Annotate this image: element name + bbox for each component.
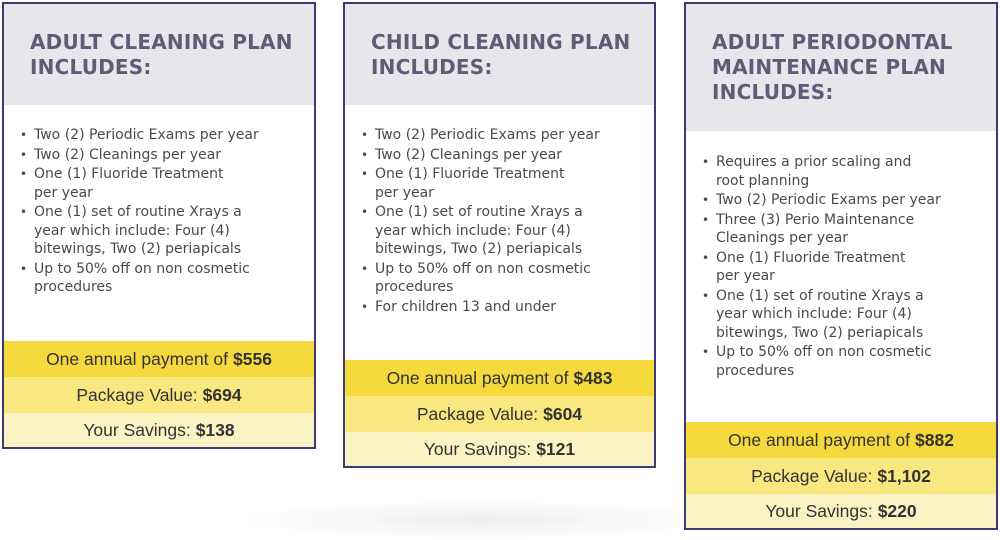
- package-value-label: Package Value:: [76, 384, 198, 405]
- plan-card-header: [686, 4, 996, 131]
- feature-item: • One (1) Fluoride Treatment per year: [702, 249, 932, 286]
- annual-payment-row: [345, 360, 654, 396]
- annual-payment-amount: $556: [233, 348, 272, 369]
- feature-item: • Up to 50% off on non cosmetic procedures: [361, 260, 605, 297]
- annual-payment-label: One annual payment of: [46, 348, 228, 369]
- savings-row: [686, 494, 996, 528]
- annual-payment-amount: $483: [573, 367, 613, 388]
- feature-item: • One (1) set of routine Xrays a year which include: Four (4) bitewings, Two (2) periapicals: [20, 203, 250, 259]
- savings-amount: $121: [536, 438, 576, 459]
- feature-list: [361, 126, 646, 317]
- savings-row: [345, 432, 654, 466]
- annual-payment-row: [686, 422, 996, 458]
- feature-item: • One (1) Fluoride Treatment per year: [361, 165, 591, 202]
- package-value-amount: $604: [543, 403, 583, 424]
- plan-card-header: [4, 4, 314, 105]
- plan-title: CHILD CLEANING PLAN INCLUDES:: [371, 30, 631, 79]
- plan-card-header: [345, 4, 654, 105]
- package-value-row: [345, 396, 654, 432]
- savings-row: [4, 413, 314, 447]
- feature-item: • Three (3) Perio Maintenance Cleanings per year: [702, 211, 932, 248]
- plan-card-periodontal-maintenance: [684, 2, 998, 530]
- savings-label: Your Savings:: [83, 419, 191, 440]
- package-value-amount: $694: [202, 384, 242, 405]
- feature-item: • Requires a prior scaling and root planning: [702, 153, 932, 190]
- savings-amount: $138: [195, 419, 235, 440]
- annual-payment-label: One annual payment of: [728, 429, 910, 450]
- annual-payment-amount: $882: [915, 429, 954, 450]
- feature-item: • Two (2) Cleanings per year: [361, 146, 591, 165]
- savings-label: Your Savings:: [765, 500, 873, 521]
- feature-item: • Two (2) Cleanings per year: [20, 146, 250, 165]
- package-value-row: [4, 377, 314, 413]
- package-value-label: Package Value:: [416, 403, 539, 424]
- plan-title: ADULT PERIODONTAL MAINTENANCE PLAN INCLUDES:: [712, 30, 953, 104]
- plan-card-adult-cleaning: [2, 2, 316, 449]
- background-shadow: [230, 500, 730, 540]
- savings-amount: $220: [877, 500, 917, 521]
- feature-item: • Up to 50% off on non cosmetic procedures: [20, 260, 264, 297]
- plan-card-child-cleaning: [343, 2, 656, 468]
- feature-item: • Two (2) Periodic Exams per year: [20, 126, 306, 145]
- feature-item: • One (1) Fluoride Treatment per year: [20, 165, 250, 202]
- annual-payment-row: [4, 341, 314, 377]
- savings-label: Your Savings:: [423, 438, 532, 459]
- feature-list: [702, 153, 988, 381]
- feature-item: • For children 13 and under: [361, 298, 605, 317]
- plan-title: ADULT CLEANING PLAN INCLUDES:: [30, 30, 293, 79]
- feature-item: • One (1) set of routine Xrays a year which include: Four (4) bitewings, Two (2) periapicals: [361, 203, 591, 259]
- annual-payment-label: One annual payment of: [386, 367, 569, 388]
- feature-list: [20, 126, 306, 298]
- feature-item: • Two (2) Periodic Exams per year: [702, 191, 988, 210]
- package-value-amount: $1,102: [877, 465, 931, 486]
- package-value-label: Package Value:: [751, 465, 873, 486]
- package-value-row: [686, 458, 996, 494]
- feature-item: • Up to 50% off on non cosmetic procedures: [702, 343, 946, 380]
- feature-item: • Two (2) Periodic Exams per year: [361, 126, 646, 145]
- feature-item: • One (1) set of routine Xrays a year which include: Four (4) bitewings, Two (2) periapicals: [702, 287, 932, 343]
